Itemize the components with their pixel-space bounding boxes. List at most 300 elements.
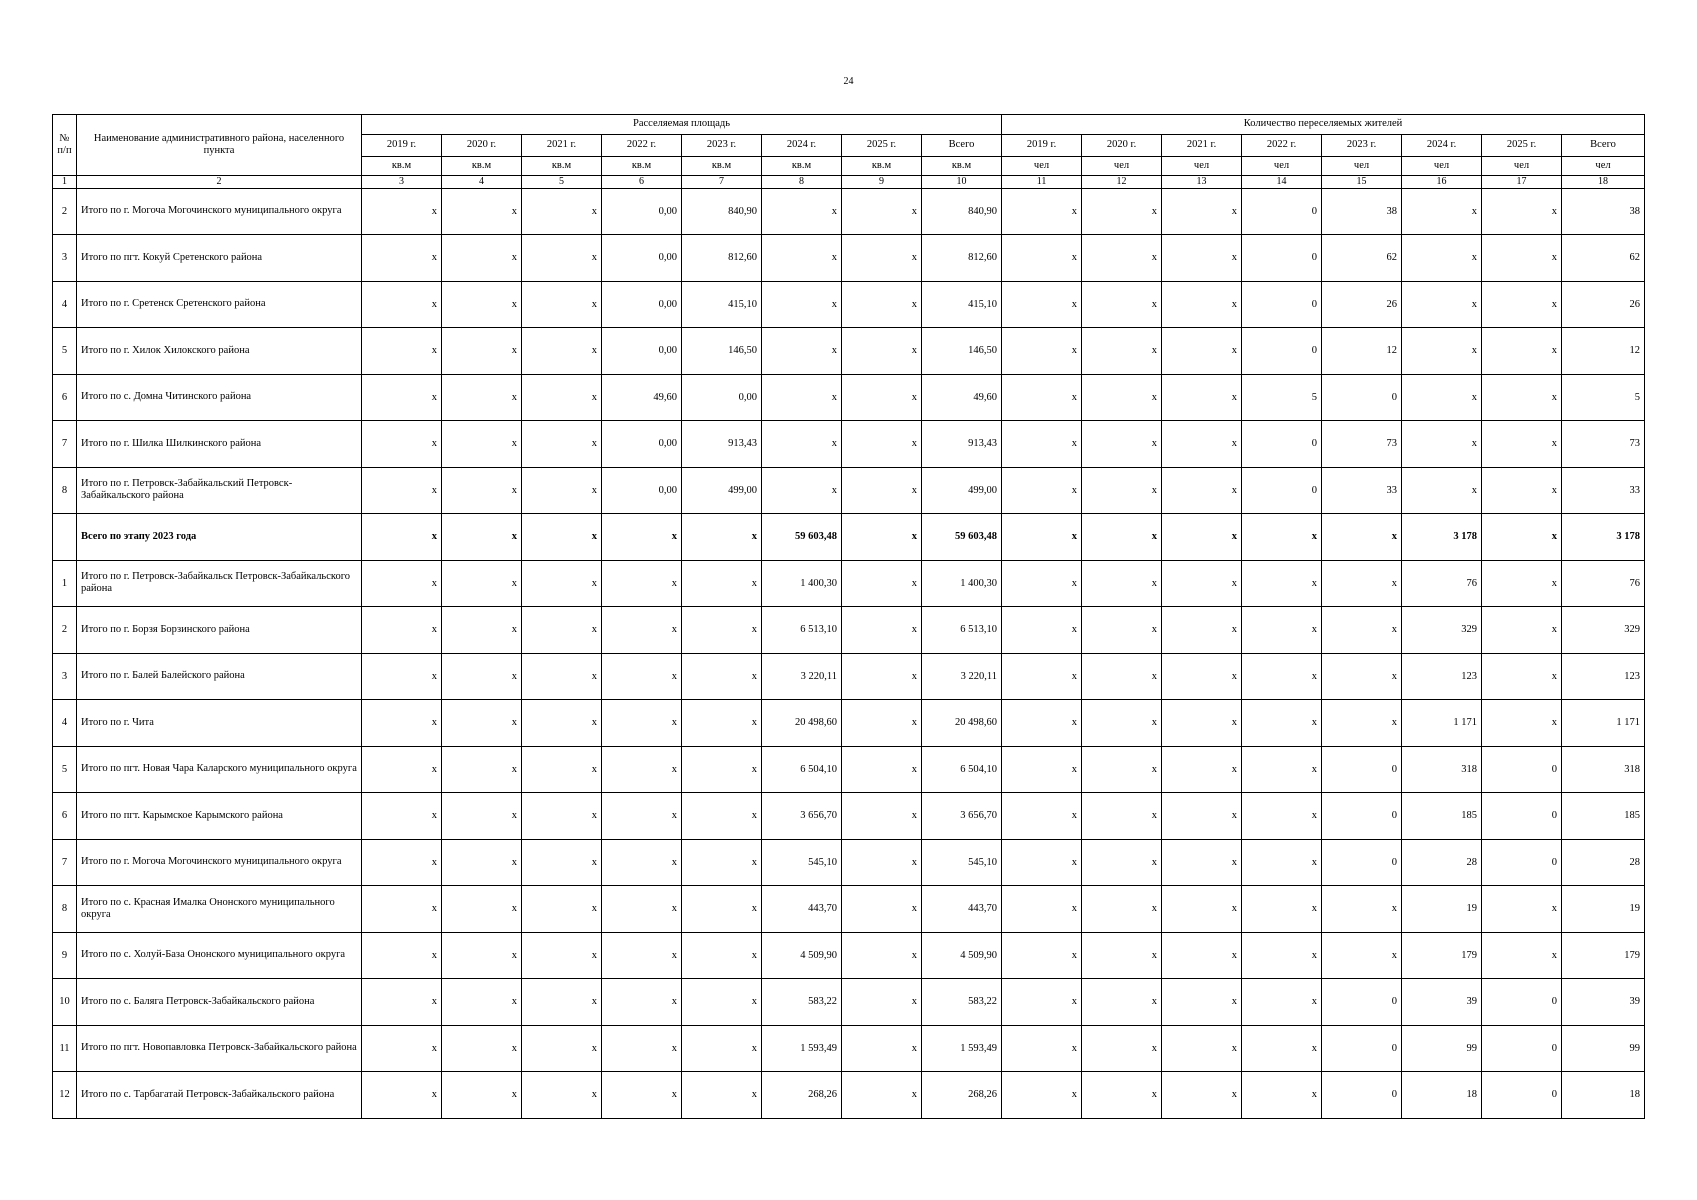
- row-value: x: [522, 839, 602, 886]
- row-value: x: [1322, 932, 1402, 979]
- row-value: x: [522, 932, 602, 979]
- row-index: 6: [53, 793, 77, 840]
- row-value: x: [1162, 281, 1242, 328]
- column-number: 5: [522, 176, 602, 189]
- row-value: x: [842, 188, 922, 235]
- row-value: x: [602, 793, 682, 840]
- row-value: x: [522, 746, 602, 793]
- row-value: x: [362, 374, 442, 421]
- table-row: [53, 979, 1645, 1026]
- table-row-total: [53, 514, 1645, 561]
- row-value: x: [1002, 328, 1082, 375]
- row-value: x: [682, 514, 762, 561]
- row-value: x: [842, 235, 922, 282]
- row-value: x: [842, 653, 922, 700]
- row-value: x: [1162, 979, 1242, 1026]
- year-header: 2023 г.: [682, 135, 762, 157]
- row-value: x: [842, 979, 922, 1026]
- row-value: x: [522, 700, 602, 747]
- row-index: 11: [53, 1025, 77, 1072]
- row-value: 0,00: [602, 467, 682, 514]
- row-value: 3 656,70: [922, 793, 1002, 840]
- table-row: [53, 700, 1645, 747]
- row-value: x: [362, 793, 442, 840]
- row-value: 1 400,30: [762, 560, 842, 607]
- row-value: x: [522, 793, 602, 840]
- unit-header: кв.м: [682, 157, 762, 176]
- row-value: 0,00: [602, 421, 682, 468]
- row-name: Итого по пгт. Кокуй Сретенского района: [77, 235, 362, 282]
- row-value: x: [1002, 839, 1082, 886]
- row-value: 329: [1402, 607, 1482, 654]
- table-row: [53, 1025, 1645, 1072]
- row-value: 0: [1242, 328, 1322, 375]
- table-row: [53, 886, 1645, 933]
- row-value: 185: [1402, 793, 1482, 840]
- row-value: x: [842, 607, 922, 654]
- row-value: x: [1482, 421, 1562, 468]
- row-value: 583,22: [762, 979, 842, 1026]
- row-value: x: [842, 421, 922, 468]
- column-number: 1: [53, 176, 77, 189]
- row-value: x: [762, 235, 842, 282]
- unit-header: кв.м: [522, 157, 602, 176]
- row-value: x: [1162, 235, 1242, 282]
- row-value: 0: [1322, 746, 1402, 793]
- row-value: x: [842, 467, 922, 514]
- row-value: x: [1082, 1025, 1162, 1072]
- row-value: x: [362, 1025, 442, 1072]
- year-header: 2025 г.: [1482, 135, 1562, 157]
- row-value: x: [1402, 374, 1482, 421]
- row-value: 499,00: [682, 467, 762, 514]
- row-index: 8: [53, 886, 77, 933]
- row-value: 0: [1482, 839, 1562, 886]
- row-value: x: [1242, 653, 1322, 700]
- row-value: 0: [1482, 1025, 1562, 1072]
- row-value: x: [1162, 1072, 1242, 1119]
- row-value: x: [522, 235, 602, 282]
- row-value: x: [362, 235, 442, 282]
- row-value: 12: [1322, 328, 1402, 375]
- year-header: Всего: [922, 135, 1002, 157]
- row-value: x: [1322, 700, 1402, 747]
- row-value: 146,50: [922, 328, 1002, 375]
- table-row: [53, 839, 1645, 886]
- row-value: x: [1402, 467, 1482, 514]
- row-value: 0: [1242, 235, 1322, 282]
- row-value: x: [1002, 374, 1082, 421]
- row-value: 0,00: [602, 235, 682, 282]
- row-value: x: [842, 746, 922, 793]
- row-value: 6 513,10: [922, 607, 1002, 654]
- row-value: x: [522, 374, 602, 421]
- row-value: x: [1402, 421, 1482, 468]
- row-value: x: [1082, 979, 1162, 1026]
- unit-header: чел: [1482, 157, 1562, 176]
- row-index: 2: [53, 188, 77, 235]
- row-value: x: [842, 700, 922, 747]
- row-value: 123: [1562, 653, 1645, 700]
- row-value: x: [1242, 700, 1322, 747]
- row-value: x: [1082, 839, 1162, 886]
- row-value: x: [842, 328, 922, 375]
- column-number: 16: [1402, 176, 1482, 189]
- row-value: 0: [1482, 793, 1562, 840]
- row-index: 5: [53, 746, 77, 793]
- row-index: 4: [53, 281, 77, 328]
- row-value: x: [682, 1072, 762, 1119]
- col-no-header: № п/п: [53, 115, 77, 176]
- row-value: 179: [1402, 932, 1482, 979]
- table-row: [53, 235, 1645, 282]
- unit-header: чел: [1002, 157, 1082, 176]
- row-value: x: [682, 746, 762, 793]
- row-value: x: [522, 1025, 602, 1072]
- row-value: x: [362, 979, 442, 1026]
- row-value: x: [762, 328, 842, 375]
- column-number: 18: [1562, 176, 1645, 189]
- row-value: 39: [1562, 979, 1645, 1026]
- column-number: 10: [922, 176, 1002, 189]
- row-value: x: [1482, 281, 1562, 328]
- row-value: x: [1082, 932, 1162, 979]
- row-value: 179: [1562, 932, 1645, 979]
- row-value: x: [1402, 328, 1482, 375]
- row-value: x: [442, 328, 522, 375]
- row-value: x: [362, 700, 442, 747]
- row-value: x: [682, 839, 762, 886]
- row-value: x: [1482, 560, 1562, 607]
- row-value: x: [1242, 514, 1322, 561]
- row-value: 18: [1562, 1072, 1645, 1119]
- row-value: 499,00: [922, 467, 1002, 514]
- row-value: 0: [1242, 281, 1322, 328]
- row-name: Итого по г. Могоча Могочинского муниципального округа: [77, 839, 362, 886]
- row-value: 3 178: [1562, 514, 1645, 561]
- row-value: x: [1242, 607, 1322, 654]
- row-value: 26: [1322, 281, 1402, 328]
- unit-header: чел: [1562, 157, 1645, 176]
- row-value: x: [1162, 560, 1242, 607]
- row-value: x: [1082, 793, 1162, 840]
- table-row: [53, 188, 1645, 235]
- row-index: 10: [53, 979, 77, 1026]
- unit-header: чел: [1242, 157, 1322, 176]
- row-value: x: [1002, 793, 1082, 840]
- row-value: x: [442, 1025, 522, 1072]
- row-value: x: [1002, 1025, 1082, 1072]
- row-value: x: [1082, 467, 1162, 514]
- unit-header: чел: [1082, 157, 1162, 176]
- row-name: Итого по пгт. Новопавловка Петровск-Забайкальского района: [77, 1025, 362, 1072]
- row-name: Всего по этапу 2023 года: [77, 514, 362, 561]
- row-value: x: [522, 514, 602, 561]
- row-value: x: [522, 281, 602, 328]
- row-value: x: [1482, 607, 1562, 654]
- row-value: x: [522, 979, 602, 1026]
- row-index: 6: [53, 374, 77, 421]
- row-value: 20 498,60: [922, 700, 1002, 747]
- row-value: 0: [1482, 746, 1562, 793]
- row-value: 1 593,49: [762, 1025, 842, 1072]
- row-name: Итого по г. Петровск-Забайкальский Петровск-Забайкальского района: [77, 467, 362, 514]
- row-value: x: [1082, 746, 1162, 793]
- row-value: x: [602, 514, 682, 561]
- row-value: x: [1002, 1072, 1082, 1119]
- row-value: x: [522, 886, 602, 933]
- row-name: Итого по с. Домна Читинского района: [77, 374, 362, 421]
- row-value: 19: [1402, 886, 1482, 933]
- unit-header: чел: [1402, 157, 1482, 176]
- row-value: x: [442, 188, 522, 235]
- row-value: 318: [1402, 746, 1482, 793]
- year-header: Всего: [1562, 135, 1645, 157]
- unit-header: чел: [1162, 157, 1242, 176]
- year-header: 2019 г.: [1002, 135, 1082, 157]
- row-name: Итого по г. Чита: [77, 700, 362, 747]
- row-value: x: [602, 932, 682, 979]
- row-value: x: [1002, 560, 1082, 607]
- column-number: 8: [762, 176, 842, 189]
- row-value: x: [522, 1072, 602, 1119]
- row-value: 913,43: [922, 421, 1002, 468]
- row-value: x: [842, 374, 922, 421]
- row-value: x: [522, 560, 602, 607]
- row-value: 99: [1402, 1025, 1482, 1072]
- table-row: [53, 560, 1645, 607]
- row-value: 0: [1482, 979, 1562, 1026]
- year-header: 2022 г.: [1242, 135, 1322, 157]
- row-value: x: [1082, 514, 1162, 561]
- table-row: [53, 607, 1645, 654]
- row-value: 62: [1562, 235, 1645, 282]
- row-value: x: [362, 467, 442, 514]
- row-value: 0: [1242, 188, 1322, 235]
- row-value: x: [362, 839, 442, 886]
- row-value: 76: [1402, 560, 1482, 607]
- row-value: x: [842, 1025, 922, 1072]
- row-value: 0,00: [602, 328, 682, 375]
- row-value: 59 603,48: [762, 514, 842, 561]
- row-value: 18: [1402, 1072, 1482, 1119]
- year-header: 2019 г.: [362, 135, 442, 157]
- row-value: x: [1322, 653, 1402, 700]
- row-value: x: [362, 514, 442, 561]
- row-value: x: [1242, 932, 1322, 979]
- row-name: Итого по пгт. Новая Чара Каларского муниципального округа: [77, 746, 362, 793]
- row-value: x: [362, 886, 442, 933]
- row-value: x: [1002, 886, 1082, 933]
- column-number: 2: [77, 176, 362, 189]
- row-value: 73: [1322, 421, 1402, 468]
- column-number: 14: [1242, 176, 1322, 189]
- row-value: 3 220,11: [922, 653, 1002, 700]
- column-number-row: [53, 176, 1645, 189]
- row-value: x: [1082, 374, 1162, 421]
- row-value: 3 656,70: [762, 793, 842, 840]
- row-value: 443,70: [922, 886, 1002, 933]
- row-value: x: [762, 467, 842, 514]
- row-value: x: [602, 560, 682, 607]
- row-value: x: [682, 653, 762, 700]
- row-value: 26: [1562, 281, 1645, 328]
- row-value: x: [1162, 653, 1242, 700]
- row-value: x: [842, 793, 922, 840]
- row-value: x: [1322, 607, 1402, 654]
- row-value: x: [1482, 188, 1562, 235]
- row-value: 268,26: [922, 1072, 1002, 1119]
- row-value: x: [1242, 560, 1322, 607]
- row-value: x: [1162, 514, 1242, 561]
- year-header: 2021 г.: [1162, 135, 1242, 157]
- row-index: 8: [53, 467, 77, 514]
- row-value: 415,10: [922, 281, 1002, 328]
- row-value: x: [1402, 281, 1482, 328]
- row-value: 913,43: [682, 421, 762, 468]
- row-value: x: [442, 839, 522, 886]
- unit-header: кв.м: [362, 157, 442, 176]
- row-value: 0: [1242, 421, 1322, 468]
- table-row: [53, 1072, 1645, 1119]
- year-header: 2024 г.: [762, 135, 842, 157]
- row-value: 99: [1562, 1025, 1645, 1072]
- column-number: 7: [682, 176, 762, 189]
- year-header: 2021 г.: [522, 135, 602, 157]
- row-value: 0: [1322, 374, 1402, 421]
- row-value: x: [362, 188, 442, 235]
- row-value: 59 603,48: [922, 514, 1002, 561]
- unit-header: кв.м: [762, 157, 842, 176]
- row-value: 0: [1242, 467, 1322, 514]
- year-header: 2023 г.: [1322, 135, 1402, 157]
- row-value: x: [762, 281, 842, 328]
- row-value: 185: [1562, 793, 1645, 840]
- row-value: x: [442, 514, 522, 561]
- row-value: 0: [1322, 1072, 1402, 1119]
- row-value: x: [442, 467, 522, 514]
- row-value: x: [1162, 839, 1242, 886]
- row-value: x: [522, 653, 602, 700]
- row-value: x: [1162, 700, 1242, 747]
- row-value: 0,00: [602, 188, 682, 235]
- row-value: x: [1002, 746, 1082, 793]
- unit-header: чел: [1322, 157, 1402, 176]
- row-value: 12: [1562, 328, 1645, 375]
- row-value: 3 178: [1402, 514, 1482, 561]
- row-value: x: [362, 281, 442, 328]
- row-value: x: [1402, 235, 1482, 282]
- table-row: [53, 467, 1645, 514]
- row-value: 840,90: [922, 188, 1002, 235]
- row-value: x: [682, 700, 762, 747]
- page-number: 24: [843, 76, 854, 87]
- row-value: 49,60: [922, 374, 1002, 421]
- row-value: x: [842, 281, 922, 328]
- row-value: 49,60: [602, 374, 682, 421]
- row-value: x: [1082, 328, 1162, 375]
- row-value: 146,50: [682, 328, 762, 375]
- row-value: 20 498,60: [762, 700, 842, 747]
- column-number: 15: [1322, 176, 1402, 189]
- row-value: x: [442, 235, 522, 282]
- row-value: x: [1162, 793, 1242, 840]
- row-name: Итого по г. Балей Балейского района: [77, 653, 362, 700]
- row-value: x: [362, 653, 442, 700]
- row-value: x: [1082, 886, 1162, 933]
- row-value: x: [1002, 932, 1082, 979]
- row-value: x: [1002, 281, 1082, 328]
- row-index: 1: [53, 560, 77, 607]
- row-name: Итого по г. Сретенск Сретенского района: [77, 281, 362, 328]
- row-value: x: [442, 421, 522, 468]
- year-header: 2020 г.: [442, 135, 522, 157]
- row-value: x: [1482, 235, 1562, 282]
- row-value: 4 509,90: [922, 932, 1002, 979]
- row-value: x: [1082, 235, 1162, 282]
- unit-header: кв.м: [442, 157, 522, 176]
- row-value: 318: [1562, 746, 1645, 793]
- row-value: x: [842, 560, 922, 607]
- row-value: x: [1002, 421, 1082, 468]
- row-value: x: [1162, 467, 1242, 514]
- row-value: x: [1002, 514, 1082, 561]
- unit-header: кв.м: [602, 157, 682, 176]
- row-value: x: [682, 979, 762, 1026]
- row-value: 123: [1402, 653, 1482, 700]
- column-number: 4: [442, 176, 522, 189]
- row-value: x: [442, 653, 522, 700]
- row-value: 840,90: [682, 188, 762, 235]
- table-row: [53, 932, 1645, 979]
- table-body: [53, 188, 1645, 1118]
- row-value: 268,26: [762, 1072, 842, 1119]
- row-value: x: [522, 607, 602, 654]
- row-name: Итого по г. Петровск-Забайкальск Петровск-Забайкальского района: [77, 560, 362, 607]
- row-index: 5: [53, 328, 77, 375]
- row-value: x: [522, 421, 602, 468]
- row-index: 7: [53, 839, 77, 886]
- row-index: 12: [53, 1072, 77, 1119]
- row-value: x: [442, 281, 522, 328]
- row-value: x: [1002, 653, 1082, 700]
- row-value: x: [362, 421, 442, 468]
- row-value: x: [1082, 1072, 1162, 1119]
- year-header: 2020 г.: [1082, 135, 1162, 157]
- row-value: x: [1322, 560, 1402, 607]
- row-index: 7: [53, 421, 77, 468]
- row-value: x: [442, 374, 522, 421]
- row-value: x: [1002, 979, 1082, 1026]
- row-value: x: [1482, 653, 1562, 700]
- row-value: x: [442, 793, 522, 840]
- table-row: [53, 328, 1645, 375]
- row-value: 0,00: [682, 374, 762, 421]
- row-value: x: [762, 374, 842, 421]
- year-header: 2024 г.: [1402, 135, 1482, 157]
- row-value: x: [442, 932, 522, 979]
- row-value: x: [1082, 281, 1162, 328]
- row-value: 39: [1402, 979, 1482, 1026]
- row-value: 6 504,10: [762, 746, 842, 793]
- row-value: 19: [1562, 886, 1645, 933]
- row-value: x: [682, 793, 762, 840]
- row-value: x: [522, 467, 602, 514]
- row-value: 38: [1322, 188, 1402, 235]
- row-value: 0: [1322, 1025, 1402, 1072]
- row-value: x: [1482, 886, 1562, 933]
- row-value: x: [362, 1072, 442, 1119]
